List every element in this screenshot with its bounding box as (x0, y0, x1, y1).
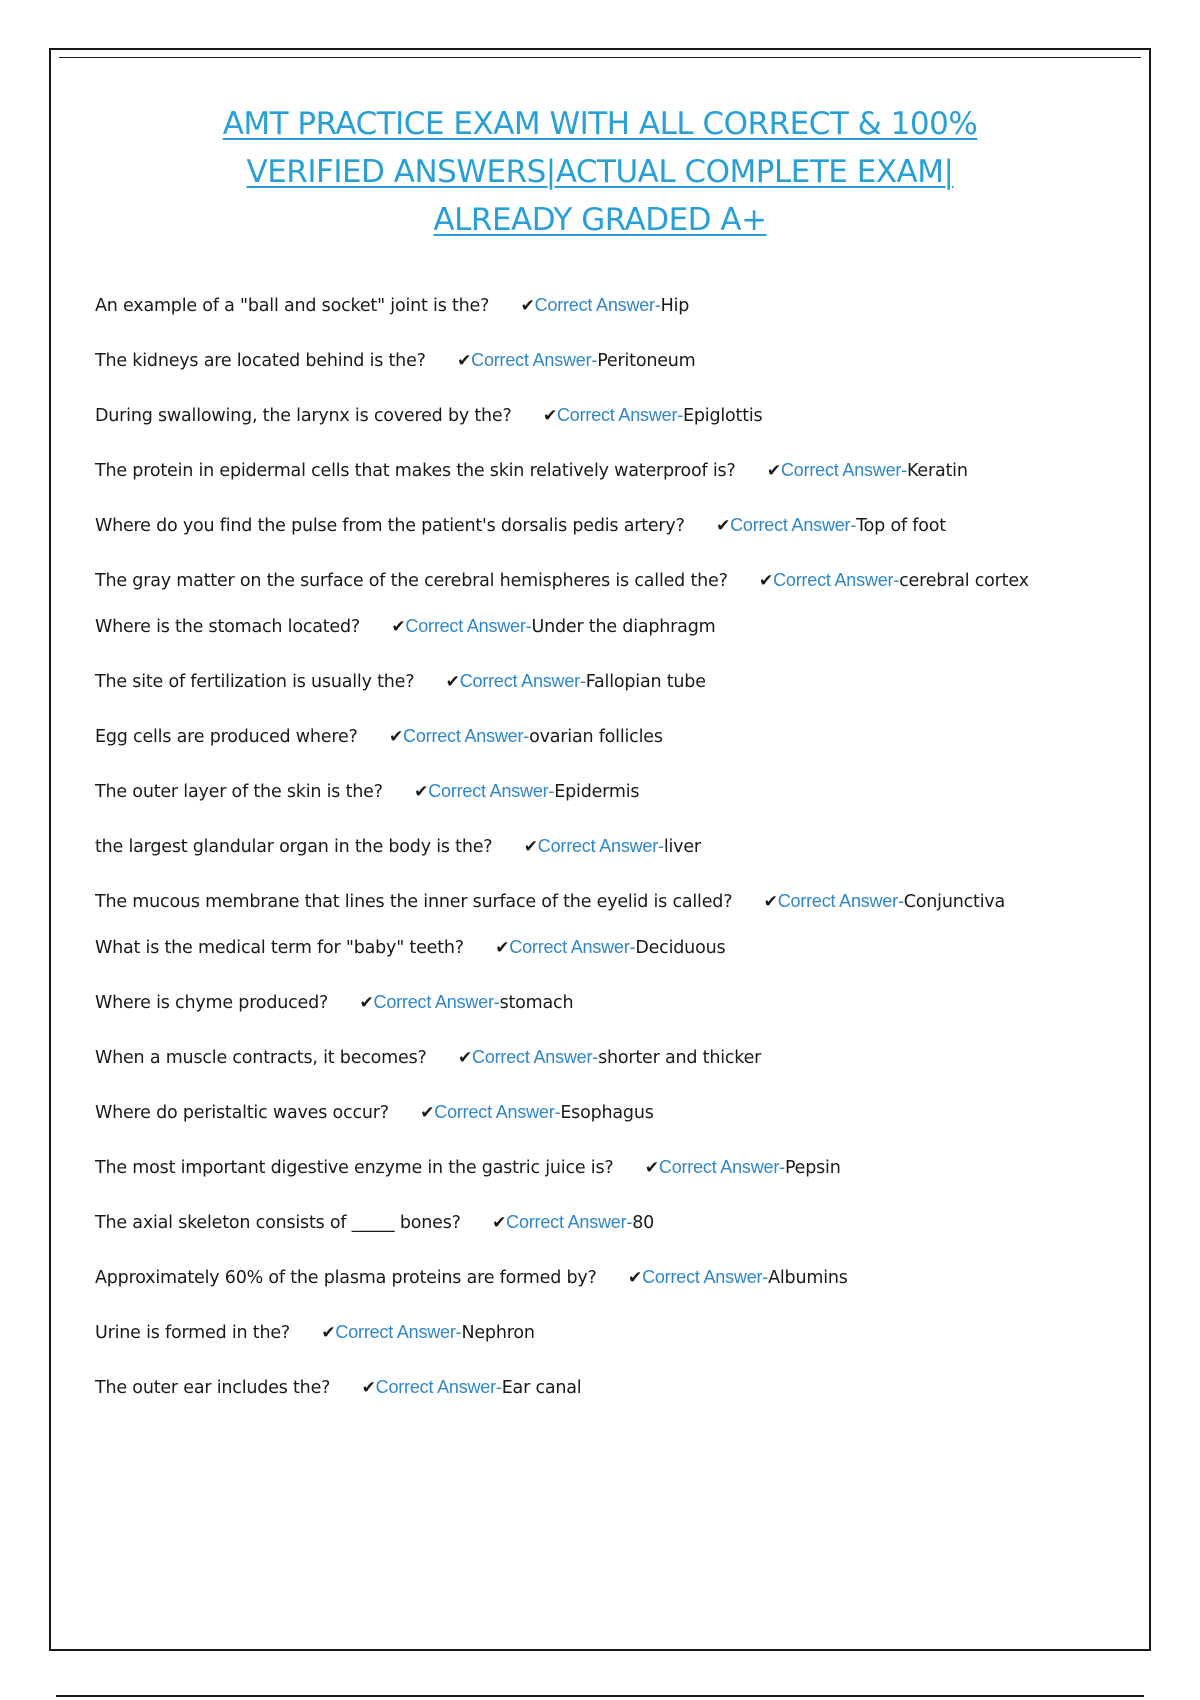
question-answer-list (95, 292, 1110, 1429)
top-rule (59, 57, 1141, 58)
qa-item (95, 1319, 1110, 1347)
correct-answer-label: Correct Answer- (428, 781, 555, 801)
correct-answer-label: Correct Answer- (472, 1047, 599, 1067)
correct-answer-label: Correct Answer- (642, 1267, 769, 1287)
checkmark-icon: ✔ (495, 938, 510, 958)
qa-item (95, 567, 1110, 595)
correct-answer-label: Correct Answer- (557, 405, 684, 425)
question-text: The most important digestive enzyme in the gastric juice is? (95, 1158, 614, 1178)
correct-answer-label: Correct Answer- (471, 350, 598, 370)
question-text: Where do peristaltic waves occur? (95, 1103, 389, 1123)
question-text: The gray matter on the surface of the cerebral hemispheres is called the? (95, 571, 728, 591)
question-text: Urine is formed in the? (95, 1323, 290, 1343)
checkmark-icon: ✔ (542, 406, 557, 426)
qa-item (95, 1099, 1110, 1127)
question-text: The outer layer of the skin is the? (95, 782, 383, 802)
checkmark-icon: ✔ (766, 461, 781, 481)
next-page-rule (56, 1695, 1144, 1697)
answer-text: Peritoneum (597, 351, 696, 371)
answer-text: Epiglottis (683, 406, 763, 426)
answer-text: Epidermis (554, 782, 640, 802)
title-line-1[interactable]: AMT PRACTICE EXAM WITH ALL CORRECT & 100% (222, 106, 978, 142)
correct-answer-label: Correct Answer- (773, 570, 900, 590)
answer-text: Conjunctiva (903, 892, 1006, 912)
answer-text: cerebral cortex (899, 571, 1029, 591)
question-text: Where is chyme produced? (95, 993, 329, 1013)
correct-answer-label: Correct Answer- (405, 616, 532, 636)
checkmark-icon: ✔ (492, 1213, 507, 1233)
question-text: During swallowing, the larynx is covered by the? (95, 406, 512, 426)
question-text: An example of a "ball and socket" joint is the? (95, 296, 490, 316)
checkmark-icon: ✔ (644, 1158, 659, 1178)
qa-item (95, 613, 1110, 641)
checkmark-icon: ✔ (759, 571, 774, 591)
question-text: Where do you find the pulse from the patient's dorsalis pedis artery? (95, 516, 685, 536)
question-text: The protein in epidermal cells that makes the skin relatively waterproof is? (95, 461, 736, 481)
answer-text: Nephron (461, 1323, 535, 1343)
question-text: What is the medical term for "baby" teeth? (95, 938, 464, 958)
checkmark-icon: ✔ (716, 516, 731, 536)
qa-item (95, 989, 1110, 1017)
checkmark-icon: ✔ (420, 1103, 435, 1123)
correct-answer-label: Correct Answer- (534, 295, 661, 315)
answer-text: Top of foot (856, 516, 946, 536)
question-text: Where is the stomach located? (95, 617, 360, 637)
question-text: The site of fertilization is usually the? (95, 672, 415, 692)
answer-text: ovarian follicles (529, 727, 663, 747)
correct-answer-label: Correct Answer- (434, 1102, 561, 1122)
question-text: When a muscle contracts, it becomes? (95, 1048, 427, 1068)
correct-answer-label: Correct Answer- (509, 937, 636, 957)
answer-text: Fallopian tube (585, 672, 706, 692)
checkmark-icon: ✔ (321, 1323, 336, 1343)
question-text: The outer ear includes the? (95, 1378, 331, 1398)
qa-item (95, 888, 1110, 916)
qa-item (95, 833, 1110, 861)
checkmark-icon: ✔ (359, 993, 374, 1013)
checkmark-icon: ✔ (445, 672, 460, 692)
correct-answer-label: Correct Answer- (730, 515, 857, 535)
qa-item (95, 1044, 1110, 1072)
correct-answer-label: Correct Answer- (335, 1322, 462, 1342)
checkmark-icon: ✔ (520, 296, 535, 316)
correct-answer-label: Correct Answer- (780, 460, 908, 480)
answer-text: 80 (632, 1213, 655, 1233)
qa-item (95, 402, 1110, 430)
qa-item (95, 1264, 1110, 1292)
checkmark-icon: ✔ (457, 1048, 473, 1068)
checkmark-icon: ✔ (523, 837, 538, 857)
qa-item (95, 1374, 1110, 1402)
checkmark-icon: ✔ (391, 617, 406, 637)
checkmark-icon: ✔ (457, 351, 472, 371)
answer-text: Esophagus (560, 1103, 654, 1123)
qa-item (95, 934, 1110, 962)
qa-item (95, 723, 1110, 751)
qa-item (95, 668, 1110, 696)
checkmark-icon: ✔ (389, 727, 404, 747)
checkmark-icon: ✔ (361, 1378, 376, 1398)
correct-answer-label: Correct Answer- (506, 1212, 633, 1232)
answer-text: Ear canal (501, 1378, 582, 1398)
answer-text: Hip (660, 296, 690, 316)
correct-answer-label: Correct Answer- (537, 836, 664, 856)
correct-answer-label: Correct Answer- (777, 891, 904, 911)
answer-text: shorter and thicker (598, 1048, 762, 1068)
answer-text: Albumins (768, 1268, 848, 1288)
answer-text: Keratin (907, 461, 968, 481)
qa-item (95, 347, 1110, 375)
question-text: Egg cells are produced where? (95, 727, 358, 747)
answer-text: Under the diaphragm (531, 617, 716, 637)
title-line-2[interactable]: VERIFIED ANSWERS|ACTUAL COMPLETE EXAM| (246, 154, 954, 190)
question-text: Approximately 60% of the plasma proteins are formed by? (95, 1268, 597, 1288)
qa-item (95, 1154, 1110, 1182)
qa-item (95, 512, 1110, 540)
qa-item (95, 457, 1110, 485)
qa-item (95, 292, 1110, 320)
document-title (90, 100, 1110, 244)
answer-text: Pepsin (784, 1158, 841, 1178)
question-text: The axial skeleton consists of _____ bones? (95, 1213, 461, 1233)
checkmark-icon: ✔ (628, 1268, 643, 1288)
answer-text: liver (663, 837, 701, 857)
qa-item (95, 778, 1110, 806)
correct-answer-label: Correct Answer- (403, 726, 530, 746)
qa-item (95, 1209, 1110, 1237)
checkmark-icon: ✔ (763, 892, 778, 912)
question-text: the largest glandular organ in the body is the? (95, 837, 493, 857)
correct-answer-label: Correct Answer- (658, 1157, 785, 1177)
answer-text: stomach (499, 993, 574, 1013)
correct-answer-label: Correct Answer- (459, 671, 586, 691)
title-line-3[interactable]: ALREADY GRADED A+ (433, 202, 767, 238)
correct-answer-label: Correct Answer- (373, 992, 500, 1012)
question-text: The mucous membrane that lines the inner surface of the eyelid is called? (95, 892, 733, 912)
question-text: The kidneys are located behind is the? (95, 351, 426, 371)
checkmark-icon: ✔ (414, 782, 429, 802)
answer-text: Deciduous (635, 938, 726, 958)
correct-answer-label: Correct Answer- (375, 1377, 502, 1397)
